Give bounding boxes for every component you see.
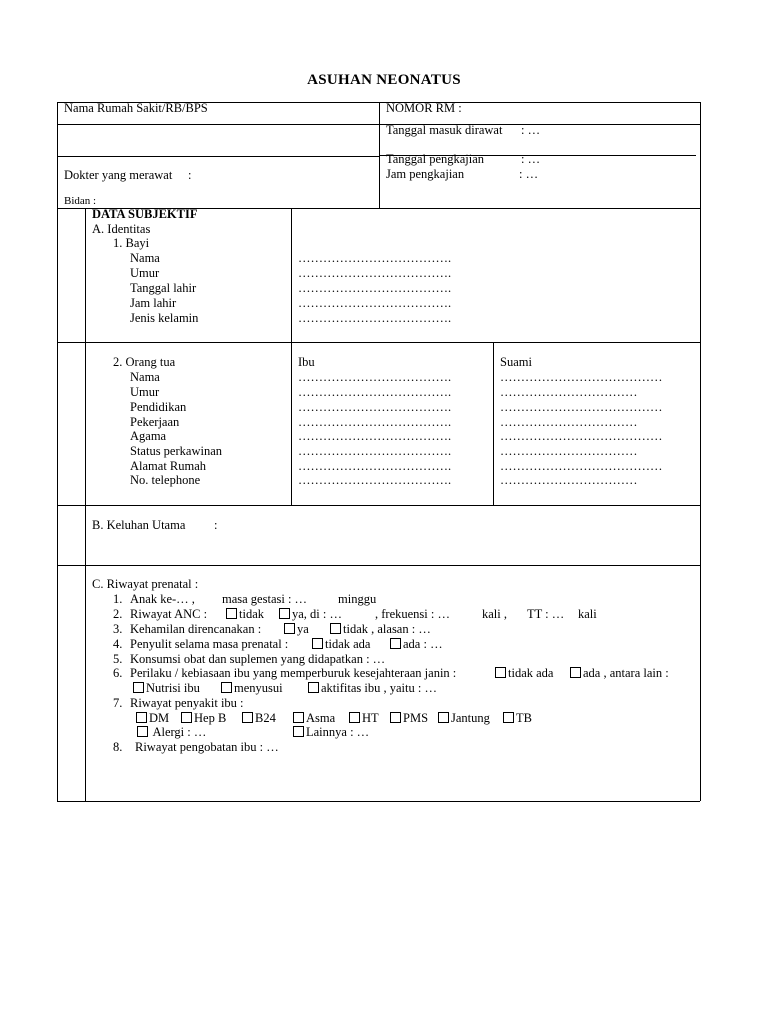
complaint-value[interactable]: : xyxy=(214,518,218,532)
checkbox-icon[interactable] xyxy=(312,638,323,649)
mother-age-blank[interactable]: ………………………………. xyxy=(298,385,452,399)
prenatal-item-8-num: 8. xyxy=(113,740,123,754)
behavior-yes-option[interactable]: ada , antara lain : xyxy=(570,666,669,680)
section-heading-subjective: DATA SUBJEKTIF xyxy=(92,207,198,221)
baby-field-age: Umur xyxy=(130,266,160,280)
parent-field-education: Pendidikan xyxy=(130,400,187,414)
child-order-text: Anak ke-… , xyxy=(130,592,195,606)
disease-b24-option[interactable]: B24 xyxy=(242,711,276,725)
disease-ht-option[interactable]: HT xyxy=(349,711,379,725)
gestation-text: masa gestasi : … xyxy=(222,592,308,606)
page-title: ASUHAN NEONATUS xyxy=(307,72,461,88)
activity-option[interactable]: aktifitas ibu , yaitu : … xyxy=(308,681,437,695)
father-column-label: Suami xyxy=(500,355,532,369)
prenatal-item-1-num: 1. xyxy=(113,592,123,606)
mother-occupation-blank[interactable]: ………………………………. xyxy=(298,415,452,429)
checkbox-icon[interactable] xyxy=(133,682,144,693)
parent-field-marital-status: Status perkawinan xyxy=(130,444,222,458)
baby-name-blank[interactable]: ………………………………. xyxy=(298,251,452,265)
complication-text: Penyulit selama masa prenatal : xyxy=(130,637,289,651)
doctor-value: : xyxy=(188,168,192,182)
mother-column-label: Ibu xyxy=(298,355,315,369)
checkbox-icon[interactable] xyxy=(308,682,319,693)
checkbox-icon[interactable] xyxy=(349,712,360,723)
weeks-unit: minggu xyxy=(338,592,377,606)
checkbox-icon[interactable] xyxy=(438,712,449,723)
father-name-blank[interactable]: ………………………………… xyxy=(500,370,663,384)
checkbox-icon[interactable] xyxy=(330,623,341,634)
checkbox-icon[interactable] xyxy=(221,682,232,693)
rm-number-label: NOMOR RM : xyxy=(386,101,462,115)
checkbox-icon[interactable] xyxy=(181,712,192,723)
parent-field-age: Umur xyxy=(130,385,160,399)
other-disease-option[interactable]: Lainnya : … xyxy=(293,725,369,739)
parent-field-name: Nama xyxy=(130,370,160,384)
checkbox-icon[interactable] xyxy=(390,712,401,723)
father-phone-blank[interactable]: …………………………… xyxy=(500,473,638,487)
complication-none-option[interactable]: tidak ada xyxy=(312,637,370,651)
mother-marital-blank[interactable]: ………………………………. xyxy=(298,444,452,458)
prenatal-item-7-num: 7. xyxy=(113,696,123,710)
identity-label: A. Identitas xyxy=(92,222,151,236)
parents-label: 2. Orang tua xyxy=(113,355,176,369)
baby-field-name: Nama xyxy=(130,251,160,265)
baby-sex-blank[interactable]: ………………………………. xyxy=(298,311,452,325)
father-religion-blank[interactable]: ………………………………… xyxy=(500,429,663,443)
disease-jantung-option[interactable]: Jantung xyxy=(438,711,490,725)
complaint-label: B. Keluhan Utama xyxy=(92,518,186,532)
parent-field-address: Alamat Rumah xyxy=(130,459,207,473)
checkbox-icon[interactable] xyxy=(279,608,290,619)
checkbox-icon[interactable] xyxy=(293,712,304,723)
anc-no-option[interactable]: tidak xyxy=(226,607,264,621)
prenatal-label: C. Riwayat prenatal : xyxy=(92,577,199,591)
checkbox-icon[interactable] xyxy=(226,608,237,619)
mother-education-blank[interactable]: ………………………………. xyxy=(298,400,452,414)
disease-hepb-option[interactable]: Hep B xyxy=(181,711,226,725)
checkbox-icon[interactable] xyxy=(390,638,401,649)
prenatal-item-6-num: 6. xyxy=(113,666,123,680)
harmful-behavior-text: Perilaku / kebiasaan ibu yang memperburuk kesejahteraan janin : xyxy=(130,666,457,680)
baby-field-sex: Jenis kelamin xyxy=(130,311,199,325)
checkbox-icon[interactable] xyxy=(495,667,506,678)
checkbox-icon[interactable] xyxy=(242,712,253,723)
checkbox-icon[interactable] xyxy=(503,712,514,723)
father-marital-blank[interactable]: …………………………… xyxy=(500,444,638,458)
breastfeeding-option[interactable]: menyusui xyxy=(221,681,283,695)
prenatal-item-2-num: 2. xyxy=(113,607,123,621)
anc-history-text: Riwayat ANC : xyxy=(130,607,208,621)
baby-birth-date-blank[interactable]: ………………………………. xyxy=(298,281,452,295)
assessment-time-value: : … xyxy=(519,167,539,181)
anc-times-unit: kali , xyxy=(482,607,507,621)
medication-history-text: Riwayat pengobatan ibu : … xyxy=(135,740,279,754)
baby-field-birth-date: Tanggal lahir xyxy=(130,281,197,295)
checkbox-icon[interactable] xyxy=(293,726,304,737)
baby-field-birth-time: Jam lahir xyxy=(130,296,177,310)
tt-text: TT : … xyxy=(527,607,565,621)
prenatal-item-3-num: 3. xyxy=(113,622,123,636)
allergy-option[interactable]: Alergi : … xyxy=(137,725,206,739)
prenatal-item-4-num: 4. xyxy=(113,637,123,651)
checkbox-icon[interactable] xyxy=(570,667,581,678)
checkbox-icon[interactable] xyxy=(137,726,148,737)
planned-pregnancy-text: Kehamilan direncanakan : xyxy=(130,622,262,636)
tt-times-unit: kali xyxy=(578,607,597,621)
doctor-label: Dokter yang merawat xyxy=(64,168,173,182)
assessment-date-label: Tanggal pengkajian xyxy=(386,152,485,166)
prenatal-item-5-num: 5. xyxy=(113,652,123,666)
maternal-disease-text: Riwayat penyakit ibu : xyxy=(130,696,244,710)
admit-date-label: Tanggal masuk dirawat xyxy=(386,123,503,137)
father-occupation-blank[interactable]: …………………………… xyxy=(500,415,638,429)
checkbox-icon[interactable] xyxy=(136,712,147,723)
anc-frequency-text: , frekuensi : … xyxy=(375,607,450,621)
anc-yes-option[interactable]: ya, di : … xyxy=(279,607,342,621)
mother-phone-blank[interactable]: ………………………………. xyxy=(298,473,452,487)
assessment-time-label: Jam pengkajian xyxy=(386,167,465,181)
disease-pms-option[interactable]: PMS xyxy=(390,711,428,725)
behavior-none-option[interactable]: tidak ada xyxy=(495,666,553,680)
baby-age-blank[interactable]: ………………………………. xyxy=(298,266,452,280)
baby-label: 1. Bayi xyxy=(113,236,150,250)
disease-dm-option[interactable]: DM xyxy=(136,711,169,725)
nutrition-option[interactable]: Nutrisi ibu xyxy=(133,681,200,695)
assessment-date-value: : … xyxy=(521,152,541,166)
mother-religion-blank[interactable]: ………………………………. xyxy=(298,429,452,443)
mother-name-blank[interactable]: ………………………………. xyxy=(298,370,452,384)
father-address-blank[interactable]: ………………………………… xyxy=(500,459,663,473)
parent-field-religion: Agama xyxy=(130,429,167,443)
medication-supplement-text: Konsumsi obat dan suplemen yang didapatkan : … xyxy=(130,652,386,666)
parent-field-phone: No. telephone xyxy=(130,473,201,487)
disease-tb-option[interactable]: TB xyxy=(503,711,532,725)
hospital-label: Nama Rumah Sakit/RB/BPS xyxy=(64,101,208,115)
planned-yes-option[interactable]: ya xyxy=(284,622,309,636)
father-education-blank[interactable]: ………………………………… xyxy=(500,400,663,414)
complication-yes-option[interactable]: ada : … xyxy=(390,637,443,651)
father-age-blank[interactable]: …………………………… xyxy=(500,385,638,399)
midwife-label: Bidan : xyxy=(64,195,97,207)
baby-birth-time-blank[interactable]: ………………………………. xyxy=(298,296,452,310)
parent-field-occupation: Pekerjaan xyxy=(130,415,180,429)
checkbox-icon[interactable] xyxy=(284,623,295,634)
disease-asma-option[interactable]: Asma xyxy=(293,711,335,725)
admit-date-value: : … xyxy=(521,123,541,137)
planned-no-option[interactable]: tidak , alasan : … xyxy=(330,622,431,636)
mother-address-blank[interactable]: ………………………………. xyxy=(298,459,452,473)
